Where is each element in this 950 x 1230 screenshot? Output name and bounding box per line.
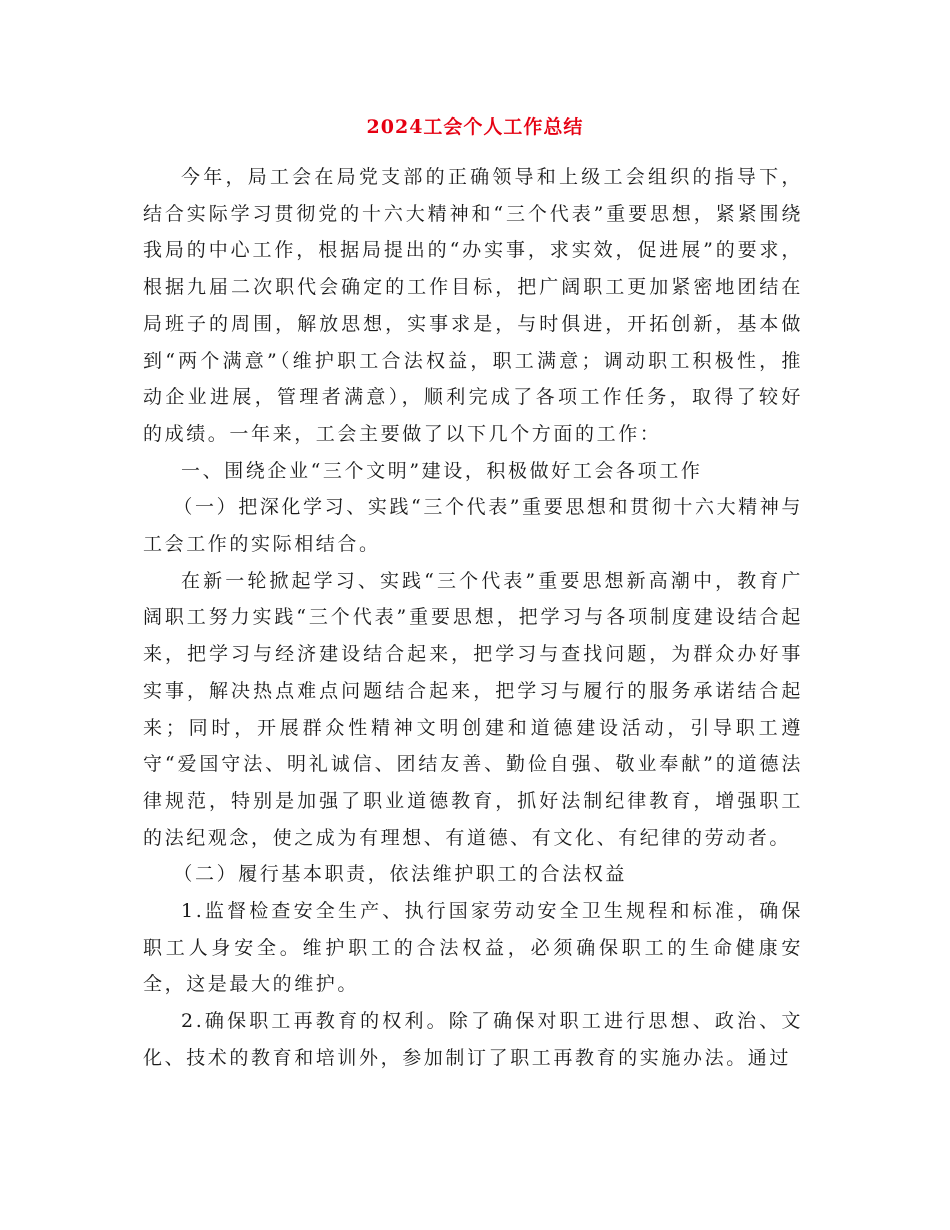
list-item-1: 1.监督检查安全生产、执行国家劳动安全卫生规程和标准，确保职工人身安全。维护职工的合法权益，必须确保职工的生命健康安全，这是最大的维护。 <box>143 900 803 996</box>
document-title: 2024工会个人工作总结 <box>366 116 584 138</box>
intro-paragraph: 今年，局工会在局党支部的正确领导和上级工会组织的指导下，结合实际学习贯彻党的十六大精神和“三个代表”重要思想，紧紧围绕我局的中心工作，根据局提出的“办实事，求实效，促进展”的要求，根据九届二次职代会确定的工作目标，把广阔职工更加紧密地团结在局班子的周围，解放思想，实事求是，与时俱进，开拓创新，基本做到“两个满意”（维护职工合法权益，职工满意；调动职工积极性，推动企业进展，管理者满意），顺利完成了各项工作任务，取得了较好的成绩。一年来，工会主要做了以下几个方面的工作： <box>143 166 803 445</box>
subsection-heading-2: （二）履行基本职责，依法维护职工的合法权益 <box>173 863 627 886</box>
subsection-heading-1: （一）把深化学习、实践“三个代表”重要思想和贯彻十六大精神与工会工作的实际相结合。 <box>143 496 803 556</box>
list-item-2: 2.确保职工再教育的权利。除了确保对职工进行思想、政治、文化、技术的教育和培训外，参加制订了职工再教育的实施办法。通过 <box>143 1010 803 1069</box>
document-body <box>143 159 803 1077</box>
body-paragraph: 在新一轮掀起学习、实践“三个代表”重要思想新高潮中，教育广阔职工努力实践“三个代表”重要思想，把学习与各项制度建设结合起来，把学习与经济建设结合起来，把学习与查找问题，为群众办好事实事，解决热点难点问题结合起来，把学习与履行的服务承诺结合起来；同时，开展群众性精神文明创建和道德建设活动，引导职工遵守“爱国守法、明礼诚信、团结友善、勤俭自强、敬业奉献”的道德法律规范，特别是加强了职业道德教育，抓好法制纪律教育，增强职工的法纪观念，使之成为有理想、有道德、有文化、有纪律的劳动者。 <box>143 569 803 849</box>
section-heading-1: 一、围绕企业“三个文明”建设，积极做好工会各项工作 <box>181 459 703 482</box>
